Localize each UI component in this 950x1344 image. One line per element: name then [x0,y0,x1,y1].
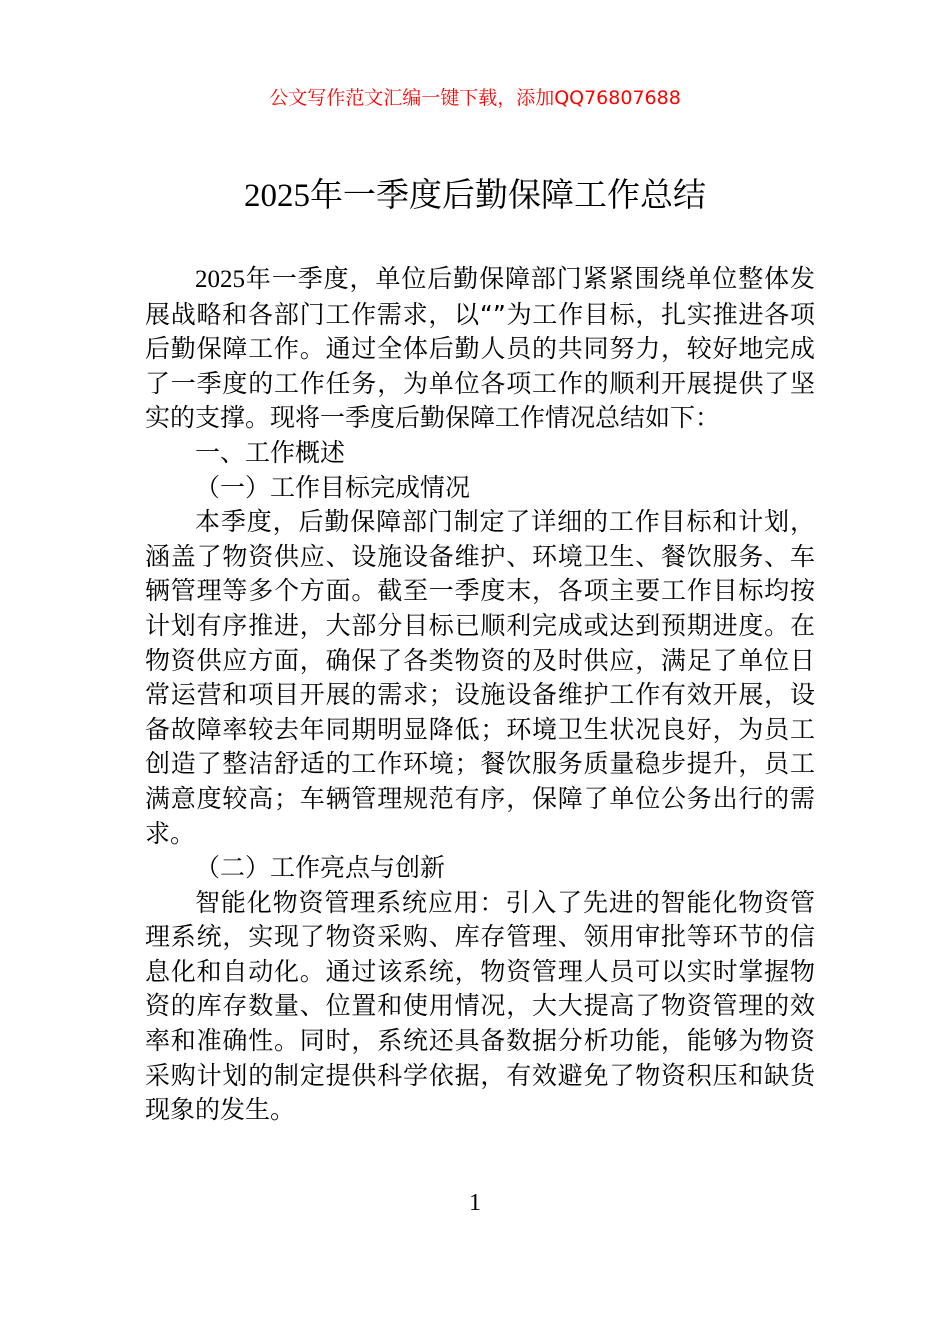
page-number: 1 [469,1190,481,1216]
intro-paragraph [145,262,815,436]
section-1-heading: 一、工作概述 [195,437,346,467]
intro-year: 2025 [195,266,245,293]
document-title [0,170,950,221]
document-body [145,262,815,1128]
subsection-1-heading: （一）工作目标完成情况 [195,472,471,502]
header-note: 公文写作范文汇编一键下载，添加QQ76807688 [269,87,681,109]
subsection-2-heading: （二）工作亮点与创新 [195,853,446,883]
title-year: 2025 [244,178,310,214]
intro-text: 年一季度，单位后勤保障部门紧紧围绕单位整体发展战略和各部门工作需求，以“”为工作目标，扎实推进各项后勤保障工作。通过全体后勤人员的共同努力，较好地完成了一季度的工作任务，为单位各项工作的顺利开展提供了坚实的支撑。现将一季度后勤保障工作情况总结如下： [145,264,815,433]
subsection-2-paragraph: 智能化物资管理系统应用：引入了先进的智能化物资管理系统，实现了物资采购、库存管理、领用审批等环节的信息化和自动化。通过该系统，物资管理人员可以实时掌握物资的库存数量、位置和使用情况，大大提高了物资管理的效率和准确性。同时，系统还具备数据分析功能，能够为物资采购计划的制定提供科学依据，有效避免了物资积压和缺货现象的发生。 [145,887,815,1125]
subsection-1-paragraph: 本季度，后勤保障部门制定了详细的工作目标和计划，涵盖了物资供应、设施设备维护、环境卫生、餐饮服务、车辆管理等多个方面。截至一季度末，各项主要工作目标均按计划有序推进，大部分目标已顺利完成或达到预期进度。在物资供应方面，确保了各类物资的及时供应，满足了单位日常运营和项目开展的需求；设施设备维护工作有效开展，设备故障率较去年同期明显降低；环境卫生状况良好，为员工创造了整洁舒适的工作环境；餐饮服务质量稳步提升，员工满意度较高；车辆管理规范有序，保障了单位公务出行的需求。 [145,507,815,848]
title-text: 年一季度后勤保障工作总结 [310,175,706,214]
